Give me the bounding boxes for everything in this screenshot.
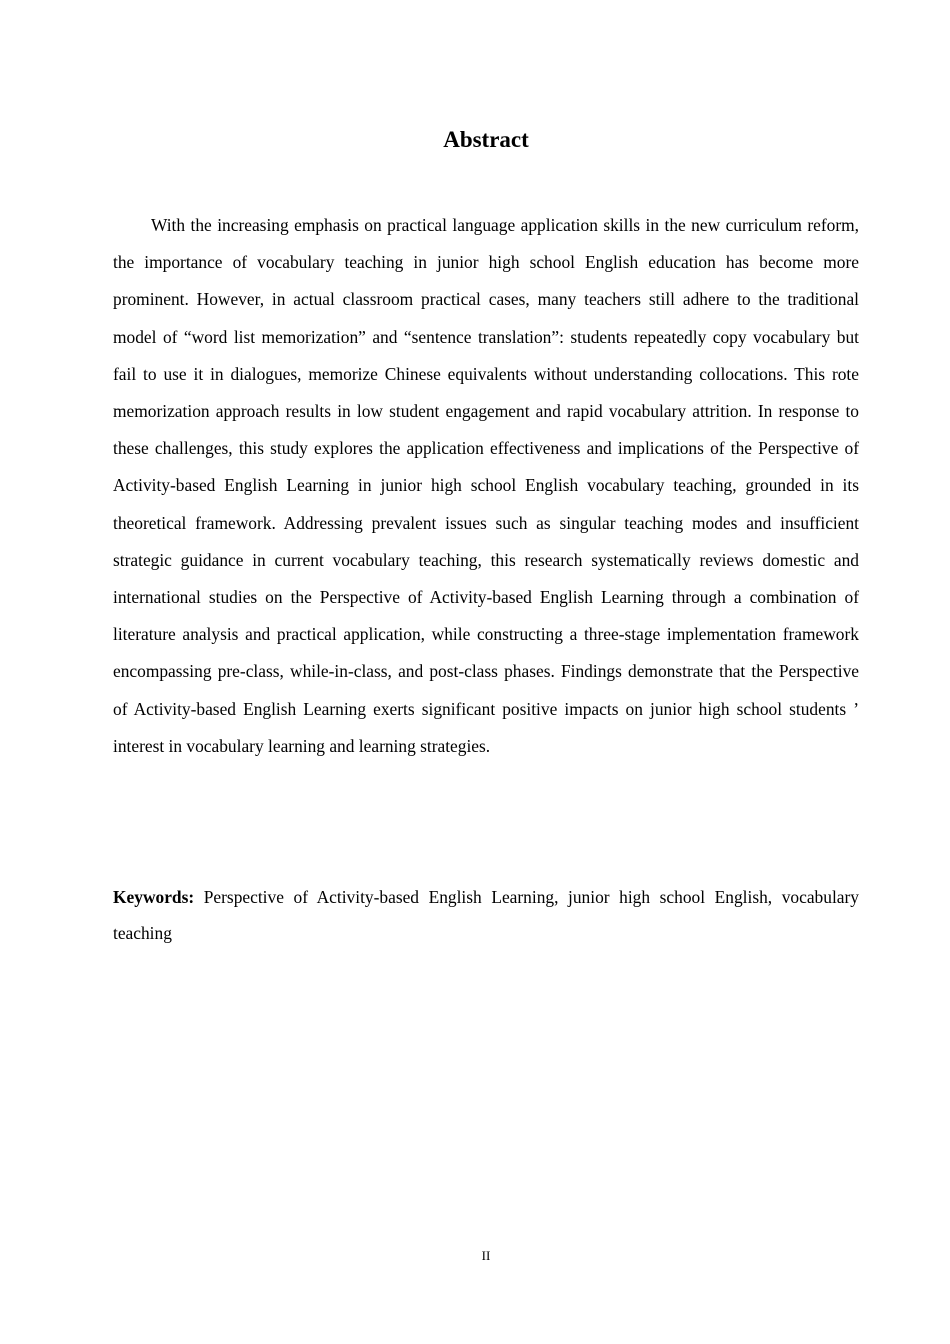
page-number: II — [481, 1248, 491, 1263]
abstract-body: With the increasing emphasis on practical language application skills in the new curriculum reform, the importance of vocabulary teaching in junior high school English education has become more prominent. However, in actual classroom practical cases, many teachers still adhere to the traditional model of “word list memorization” and “sentence translation”: students repeatedly copy vocabulary but fail to use it in dialogues, memorize Chinese equivalents without understanding collocations. This rote memorization approach results in low student engagement and rapid vocabulary attrition. In response to these challenges, this study explores the application effectiveness and implications of the Perspective of Activity-based English Learning in junior high school English vocabulary teaching, grounded in its theoretical framework. Addressing prevalent issues such as singular teaching modes and insufficient strategic guidance in current vocabulary teaching, this research systematically reviews domestic and international studies on the Perspective of Activity-based English Learning through a combination of literature analysis and practical application, while constructing a three-stage implementation framework encompassing pre-class, while-in-class, and post-class phases. Findings demonstrate that the Perspective of Activity-based English Learning exerts significant positive impacts on junior high school students ’ interest in vocabulary learning and learning strategies. — [113, 215, 859, 756]
keywords-label: Keywords: — [113, 887, 195, 907]
abstract-title: Abstract — [443, 127, 529, 152]
keywords-text: Perspective of Activity-based English Learning, junior high school English, vocabulary teaching — [113, 887, 859, 943]
keywords-paragraph — [113, 879, 859, 951]
